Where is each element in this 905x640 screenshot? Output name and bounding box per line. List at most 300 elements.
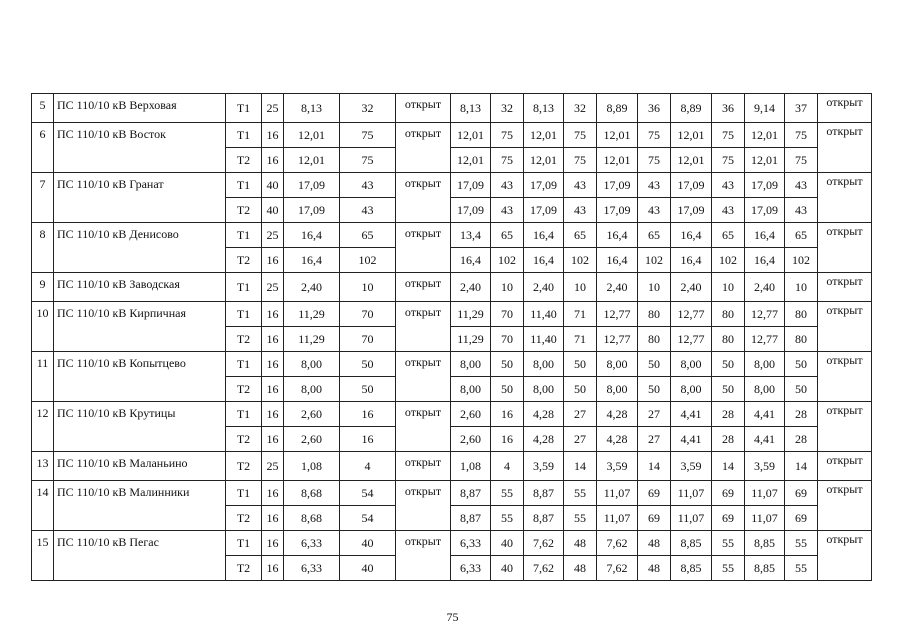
load-percent-cell: 69 (638, 481, 671, 506)
load-value-cell: 2,60 (284, 427, 340, 452)
rated-power-cell: 16 (262, 327, 284, 352)
load-value-cell: 12,01 (597, 148, 638, 173)
load-value-cell: 4,28 (597, 427, 638, 452)
table-row (32, 531, 872, 556)
load-value-cell: 13,4 (451, 223, 491, 248)
load-value-cell: 3,59 (524, 452, 564, 481)
load-percent-cell: 50 (340, 352, 396, 377)
rated-power-cell: 40 (262, 173, 284, 198)
load-value-cell: 12,01 (451, 123, 491, 148)
load-percent-cell: 70 (340, 302, 396, 327)
row-number-cell: 6 (32, 123, 54, 173)
load-value-cell: 16,4 (524, 248, 564, 273)
load-percent-cell: 102 (564, 248, 597, 273)
load-value-cell: 17,09 (671, 173, 712, 198)
load-value-cell: 2,40 (284, 273, 340, 302)
load-value-cell: 2,60 (284, 402, 340, 427)
load-value-cell: 8,87 (524, 506, 564, 531)
load-percent-cell: 48 (564, 531, 597, 556)
load-percent-cell: 27 (564, 402, 597, 427)
load-percent-cell: 16 (340, 427, 396, 452)
rated-power-cell: 16 (262, 427, 284, 452)
load-value-cell: 8,87 (524, 481, 564, 506)
load-percent-cell: 75 (491, 148, 524, 173)
load-value-cell: 12,01 (745, 148, 785, 173)
load-value-cell: 8,00 (524, 377, 564, 402)
load-percent-cell: 43 (564, 173, 597, 198)
load-value-cell: 17,09 (284, 173, 340, 198)
load-value-cell: 8,00 (671, 377, 712, 402)
load-value-cell: 11,29 (451, 327, 491, 352)
load-value-cell: 11,29 (284, 302, 340, 327)
status-cell: открыт (818, 531, 872, 581)
load-percent-cell: 40 (491, 531, 524, 556)
load-value-cell: 8,00 (451, 377, 491, 402)
rated-power-cell: 16 (262, 531, 284, 556)
load-value-cell: 16,4 (745, 248, 785, 273)
load-value-cell: 11,29 (284, 327, 340, 352)
rated-power-cell: 25 (262, 223, 284, 248)
table-row (32, 223, 872, 248)
load-value-cell: 11,07 (671, 481, 712, 506)
load-value-cell: 3,59 (597, 452, 638, 481)
load-percent-cell: 102 (638, 248, 671, 273)
load-percent-cell: 37 (785, 94, 818, 123)
load-percent-cell: 14 (638, 452, 671, 481)
load-percent-cell: 50 (491, 377, 524, 402)
status-cell: открыт (396, 352, 451, 402)
status-cell: открыт (818, 123, 872, 173)
load-value-cell: 17,09 (524, 198, 564, 223)
status-cell: открыт (396, 402, 451, 452)
row-number-cell: 12 (32, 402, 54, 452)
load-percent-cell: 80 (638, 302, 671, 327)
load-value-cell: 8,85 (745, 531, 785, 556)
load-value-cell: 8,68 (284, 481, 340, 506)
load-value-cell: 8,87 (451, 506, 491, 531)
row-number-cell: 15 (32, 531, 54, 581)
load-percent-cell: 10 (712, 273, 745, 302)
load-value-cell: 8,00 (745, 377, 785, 402)
load-percent-cell: 28 (712, 427, 745, 452)
load-percent-cell: 75 (564, 148, 597, 173)
load-percent-cell: 65 (712, 223, 745, 248)
load-percent-cell: 55 (564, 481, 597, 506)
load-value-cell: 12,77 (597, 302, 638, 327)
load-percent-cell: 69 (638, 506, 671, 531)
table-row (32, 352, 872, 377)
transformer-cell: Т1 (226, 94, 262, 123)
load-percent-cell: 75 (638, 123, 671, 148)
load-value-cell: 12,77 (745, 327, 785, 352)
load-value-cell: 6,33 (451, 531, 491, 556)
load-percent-cell: 54 (340, 506, 396, 531)
load-value-cell: 8,13 (284, 94, 340, 123)
load-percent-cell: 65 (491, 223, 524, 248)
rated-power-cell: 16 (262, 302, 284, 327)
status-cell: открыт (396, 481, 451, 531)
row-number-cell: 14 (32, 481, 54, 531)
status-cell: открыт (396, 531, 451, 581)
load-value-cell: 8,89 (671, 94, 712, 123)
load-percent-cell: 55 (564, 506, 597, 531)
status-cell: открыт (396, 123, 451, 173)
load-value-cell: 4,41 (671, 402, 712, 427)
load-percent-cell: 10 (638, 273, 671, 302)
load-value-cell: 11,07 (745, 481, 785, 506)
substation-name-cell: ПС 110/10 кВ Заводская (54, 273, 226, 302)
load-percent-cell: 70 (491, 302, 524, 327)
rated-power-cell: 25 (262, 94, 284, 123)
load-value-cell: 12,77 (597, 327, 638, 352)
load-value-cell: 17,09 (671, 198, 712, 223)
table-body (32, 94, 872, 581)
load-value-cell: 16,4 (451, 248, 491, 273)
status-cell: открыт (396, 173, 451, 223)
load-value-cell: 17,09 (597, 198, 638, 223)
transformer-cell: Т1 (226, 173, 262, 198)
load-value-cell: 8,85 (671, 531, 712, 556)
load-value-cell: 8,00 (597, 377, 638, 402)
load-value-cell: 17,09 (745, 173, 785, 198)
load-percent-cell: 28 (712, 402, 745, 427)
load-value-cell: 8,85 (671, 556, 712, 581)
load-percent-cell: 4 (491, 452, 524, 481)
load-value-cell: 17,09 (745, 198, 785, 223)
load-value-cell: 4,28 (597, 402, 638, 427)
rated-power-cell: 40 (262, 198, 284, 223)
row-number-cell: 8 (32, 223, 54, 273)
load-percent-cell: 102 (340, 248, 396, 273)
load-percent-cell: 43 (491, 173, 524, 198)
table-row (32, 273, 872, 302)
load-percent-cell: 80 (785, 302, 818, 327)
load-percent-cell: 65 (638, 223, 671, 248)
load-value-cell: 7,62 (597, 531, 638, 556)
load-value-cell: 12,01 (745, 123, 785, 148)
status-cell: открыт (818, 481, 872, 531)
load-percent-cell: 40 (340, 556, 396, 581)
load-value-cell: 4,41 (745, 402, 785, 427)
load-value-cell: 3,59 (745, 452, 785, 481)
load-value-cell: 17,09 (451, 198, 491, 223)
load-value-cell: 4,28 (524, 427, 564, 452)
load-percent-cell: 16 (340, 402, 396, 427)
load-percent-cell: 48 (564, 556, 597, 581)
load-percent-cell: 43 (564, 198, 597, 223)
table-row (32, 302, 872, 327)
rated-power-cell: 16 (262, 377, 284, 402)
load-value-cell: 11,40 (524, 327, 564, 352)
substation-name-cell: ПС 110/10 кВ Копытцево (54, 352, 226, 402)
substation-name-cell: ПС 110/10 кВ Малинники (54, 481, 226, 531)
status-cell: открыт (818, 273, 872, 302)
transformer-cell: Т1 (226, 123, 262, 148)
load-value-cell: 6,33 (451, 556, 491, 581)
load-percent-cell: 32 (491, 94, 524, 123)
load-percent-cell: 75 (638, 148, 671, 173)
status-cell: открыт (818, 302, 872, 352)
load-percent-cell: 16 (491, 402, 524, 427)
row-number-cell: 9 (32, 273, 54, 302)
load-percent-cell: 80 (638, 327, 671, 352)
load-percent-cell: 10 (785, 273, 818, 302)
load-percent-cell: 55 (712, 531, 745, 556)
load-percent-cell: 102 (712, 248, 745, 273)
load-percent-cell: 102 (491, 248, 524, 273)
load-percent-cell: 50 (638, 352, 671, 377)
substation-name-cell: ПС 110/10 кВ Восток (54, 123, 226, 173)
load-percent-cell: 69 (712, 481, 745, 506)
load-value-cell: 8,00 (451, 352, 491, 377)
load-value-cell: 8,87 (451, 481, 491, 506)
load-percent-cell: 70 (340, 327, 396, 352)
load-percent-cell: 71 (564, 302, 597, 327)
load-value-cell: 8,00 (597, 352, 638, 377)
load-percent-cell: 14 (712, 452, 745, 481)
table-row (32, 481, 872, 506)
substation-name-cell: ПС 110/10 кВ Верховая (54, 94, 226, 123)
load-value-cell: 6,33 (284, 531, 340, 556)
status-cell: открыт (818, 402, 872, 452)
load-value-cell: 8,00 (284, 352, 340, 377)
load-percent-cell: 80 (712, 327, 745, 352)
load-percent-cell: 80 (785, 327, 818, 352)
row-number-cell: 13 (32, 452, 54, 481)
load-percent-cell: 27 (638, 402, 671, 427)
load-percent-cell: 75 (491, 123, 524, 148)
load-percent-cell: 50 (340, 377, 396, 402)
load-percent-cell: 10 (564, 273, 597, 302)
load-percent-cell: 102 (785, 248, 818, 273)
load-value-cell: 2,60 (451, 427, 491, 452)
load-percent-cell: 50 (712, 352, 745, 377)
load-percent-cell: 80 (712, 302, 745, 327)
load-percent-cell: 75 (712, 123, 745, 148)
load-value-cell: 7,62 (597, 556, 638, 581)
load-value-cell: 1,08 (451, 452, 491, 481)
transformer-cell: Т1 (226, 302, 262, 327)
load-percent-cell: 75 (785, 123, 818, 148)
table-row (32, 402, 872, 427)
load-value-cell: 12,01 (524, 123, 564, 148)
load-value-cell: 16,4 (597, 223, 638, 248)
transformer-cell: Т1 (226, 273, 262, 302)
row-number-cell: 7 (32, 173, 54, 223)
load-value-cell: 4,41 (671, 427, 712, 452)
load-percent-cell: 16 (491, 427, 524, 452)
load-value-cell: 16,4 (671, 248, 712, 273)
load-value-cell: 16,4 (524, 223, 564, 248)
row-number-cell: 11 (32, 352, 54, 402)
load-percent-cell: 10 (491, 273, 524, 302)
load-value-cell: 7,62 (524, 556, 564, 581)
load-value-cell: 2,40 (745, 273, 785, 302)
load-value-cell: 8,85 (745, 556, 785, 581)
load-value-cell: 8,00 (524, 352, 564, 377)
load-percent-cell: 43 (785, 198, 818, 223)
rated-power-cell: 16 (262, 402, 284, 427)
load-value-cell: 12,01 (597, 123, 638, 148)
load-value-cell: 12,01 (671, 148, 712, 173)
load-value-cell: 2,40 (671, 273, 712, 302)
transformer-cell: Т2 (226, 377, 262, 402)
load-value-cell: 11,07 (671, 506, 712, 531)
load-percent-cell: 75 (712, 148, 745, 173)
load-percent-cell: 50 (712, 377, 745, 402)
rated-power-cell: 16 (262, 248, 284, 273)
load-percent-cell: 40 (340, 531, 396, 556)
load-percent-cell: 36 (712, 94, 745, 123)
rated-power-cell: 16 (262, 352, 284, 377)
status-cell: открыт (396, 273, 451, 302)
row-number-cell: 10 (32, 302, 54, 352)
load-percent-cell: 14 (564, 452, 597, 481)
transformer-cell: Т2 (226, 506, 262, 531)
load-value-cell: 12,01 (671, 123, 712, 148)
load-value-cell: 16,4 (671, 223, 712, 248)
load-value-cell: 4,28 (524, 402, 564, 427)
load-percent-cell: 43 (785, 173, 818, 198)
load-value-cell: 12,01 (284, 148, 340, 173)
load-value-cell: 11,07 (745, 506, 785, 531)
load-percent-cell: 75 (564, 123, 597, 148)
load-percent-cell: 32 (564, 94, 597, 123)
substation-load-table (31, 93, 872, 581)
transformer-cell: Т1 (226, 402, 262, 427)
load-percent-cell: 55 (785, 556, 818, 581)
load-percent-cell: 50 (491, 352, 524, 377)
load-percent-cell: 55 (712, 556, 745, 581)
substation-name-cell: ПС 110/10 кВ Пегас (54, 531, 226, 581)
load-value-cell: 12,01 (451, 148, 491, 173)
rated-power-cell: 25 (262, 452, 284, 481)
load-percent-cell: 50 (785, 352, 818, 377)
load-value-cell: 9,14 (745, 94, 785, 123)
load-percent-cell: 75 (340, 123, 396, 148)
status-cell: открыт (396, 452, 451, 481)
status-cell: открыт (396, 223, 451, 273)
load-value-cell: 2,40 (597, 273, 638, 302)
load-percent-cell: 43 (340, 173, 396, 198)
load-value-cell: 8,13 (524, 94, 564, 123)
load-percent-cell: 4 (340, 452, 396, 481)
load-value-cell: 8,68 (284, 506, 340, 531)
substation-name-cell: ПС 110/10 кВ Денисово (54, 223, 226, 273)
rated-power-cell: 25 (262, 273, 284, 302)
status-cell: открыт (818, 452, 872, 481)
load-percent-cell: 40 (491, 556, 524, 581)
table-row (32, 123, 872, 148)
load-value-cell: 11,07 (597, 506, 638, 531)
substation-name-cell: ПС 110/10 кВ Крутицы (54, 402, 226, 452)
transformer-cell: Т2 (226, 248, 262, 273)
load-value-cell: 16,4 (284, 223, 340, 248)
load-value-cell: 8,00 (671, 352, 712, 377)
transformer-cell: Т1 (226, 223, 262, 248)
load-value-cell: 17,09 (451, 173, 491, 198)
load-percent-cell: 55 (785, 531, 818, 556)
load-percent-cell: 71 (564, 327, 597, 352)
load-value-cell: 17,09 (284, 198, 340, 223)
load-value-cell: 8,00 (284, 377, 340, 402)
transformer-cell: Т2 (226, 198, 262, 223)
load-percent-cell: 65 (564, 223, 597, 248)
substation-name-cell: ПС 110/10 кВ Кирпичная (54, 302, 226, 352)
load-percent-cell: 36 (638, 94, 671, 123)
load-percent-cell: 69 (785, 481, 818, 506)
load-value-cell: 2,40 (451, 273, 491, 302)
transformer-cell: Т2 (226, 556, 262, 581)
load-percent-cell: 48 (638, 531, 671, 556)
rated-power-cell: 16 (262, 481, 284, 506)
transformer-cell: Т1 (226, 481, 262, 506)
load-value-cell: 12,77 (745, 302, 785, 327)
rated-power-cell: 16 (262, 506, 284, 531)
load-percent-cell: 28 (785, 402, 818, 427)
load-percent-cell: 75 (340, 148, 396, 173)
load-percent-cell: 50 (564, 377, 597, 402)
status-cell: открыт (818, 352, 872, 402)
load-value-cell: 11,29 (451, 302, 491, 327)
load-value-cell: 16,4 (597, 248, 638, 273)
load-percent-cell: 43 (491, 198, 524, 223)
status-cell: открыт (818, 173, 872, 223)
status-cell: открыт (818, 94, 872, 123)
load-value-cell: 11,40 (524, 302, 564, 327)
load-value-cell: 16,4 (745, 223, 785, 248)
status-cell: открыт (396, 302, 451, 352)
transformer-cell: Т2 (226, 148, 262, 173)
load-value-cell: 11,07 (597, 481, 638, 506)
load-value-cell: 1,08 (284, 452, 340, 481)
load-value-cell: 17,09 (597, 173, 638, 198)
load-value-cell: 12,01 (524, 148, 564, 173)
load-percent-cell: 48 (638, 556, 671, 581)
load-percent-cell: 28 (785, 427, 818, 452)
load-percent-cell: 75 (785, 148, 818, 173)
load-percent-cell: 65 (785, 223, 818, 248)
load-value-cell: 8,13 (451, 94, 491, 123)
load-percent-cell: 70 (491, 327, 524, 352)
transformer-cell: Т2 (226, 452, 262, 481)
load-percent-cell: 27 (564, 427, 597, 452)
rated-power-cell: 16 (262, 123, 284, 148)
transformer-cell: Т2 (226, 327, 262, 352)
page-number: 75 (446, 610, 459, 624)
load-value-cell: 17,09 (524, 173, 564, 198)
load-percent-cell: 50 (564, 352, 597, 377)
load-percent-cell: 43 (712, 173, 745, 198)
load-percent-cell: 54 (340, 481, 396, 506)
transformer-cell: Т1 (226, 531, 262, 556)
table-row (32, 173, 872, 198)
substation-name-cell: ПС 110/10 кВ Гранат (54, 173, 226, 223)
load-percent-cell: 65 (340, 223, 396, 248)
load-percent-cell: 43 (638, 173, 671, 198)
row-number-cell: 5 (32, 94, 54, 123)
load-value-cell: 6,33 (284, 556, 340, 581)
load-percent-cell: 14 (785, 452, 818, 481)
load-value-cell: 12,77 (671, 302, 712, 327)
load-percent-cell: 50 (638, 377, 671, 402)
load-value-cell: 16,4 (284, 248, 340, 273)
load-percent-cell: 43 (340, 198, 396, 223)
load-percent-cell: 55 (491, 506, 524, 531)
table-row (32, 452, 872, 481)
rated-power-cell: 16 (262, 556, 284, 581)
load-percent-cell: 69 (712, 506, 745, 531)
